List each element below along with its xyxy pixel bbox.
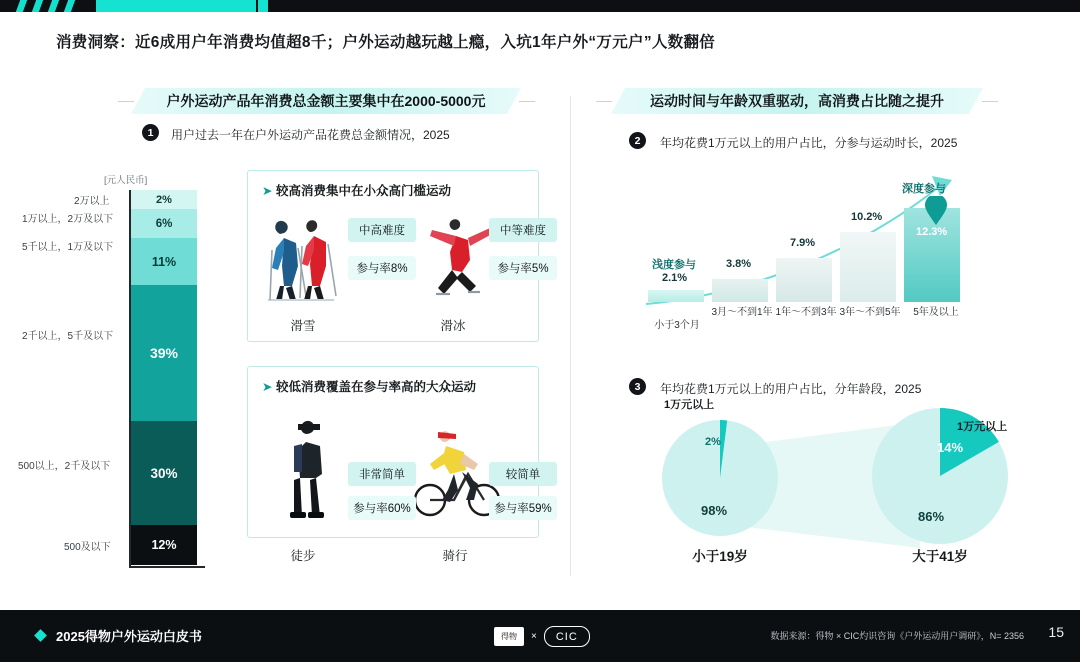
chart3-category-young: 小于19岁 <box>692 549 748 564</box>
deep-participation-marker-icon <box>924 196 948 226</box>
bar-segment-1: 2% <box>131 190 197 209</box>
chart1-x-axis <box>129 566 205 568</box>
ribbon-line-right <box>596 101 612 102</box>
chart2-cat-1: 小于3个月 <box>654 320 700 331</box>
accent-block <box>96 0 256 12</box>
chart2-cat-2: 3月～不到1年 <box>711 307 773 318</box>
chart3-legend-old: 1万元以上 <box>957 421 1008 433</box>
chart2-bar-2 <box>712 279 768 302</box>
chart1-cat-label-2: 1万以上，2万及以下 <box>22 214 114 225</box>
chart1-cat-label-1: 2万以上 <box>74 196 110 207</box>
label-shallow-participation: 浅度参与 <box>652 259 696 271</box>
chart3-legend-young: 1万元以上 <box>664 399 715 411</box>
low-consumption-text: 较低消费覆盖在参与率高的大众运动 <box>275 380 476 394</box>
chart2-value-1: 2.1% <box>662 272 688 284</box>
bar-segment-4: 39% <box>131 285 197 421</box>
sport-caption-bike: 骑行 <box>442 549 468 563</box>
bullet-number-1: 1 <box>142 124 159 141</box>
footer-diamond-icon <box>34 629 47 642</box>
logo-separator: × <box>531 631 537 642</box>
chart1-stacked-bar <box>131 190 197 565</box>
chart2-bar-1 <box>648 290 704 302</box>
chart1-cat-label-3: 5千以上，1万及以下 <box>22 242 114 253</box>
bar-segment-6: 12% <box>131 525 197 565</box>
high-consumption-heading: ➤ 较高消费集中在小众高门槛运动 <box>262 184 451 198</box>
difficulty-pill-skate: 中等难度 <box>489 218 557 242</box>
chart1-y-axis <box>129 190 131 567</box>
slash-2 <box>32 0 43 12</box>
footer-title: 2025得物户外运动白皮书 <box>56 629 202 644</box>
bullet-number-3: 3 <box>629 378 646 395</box>
top-decoration-bar <box>0 0 1080 12</box>
difficulty-pill-hike: 非常简单 <box>348 462 416 486</box>
chart1-subtitle: 用户过去一年在户外运动产品花费总金额情况，2025 <box>171 128 450 142</box>
sport-caption-skate: 滑冰 <box>440 319 466 333</box>
left-section-title: 户外运动产品年消费总金额主要集中在2000-5000元 <box>166 93 486 109</box>
chart2-value-3: 7.9% <box>790 237 816 249</box>
chart2-subtitle: 年均花费1万元以上的用户占比，分参与运动时长，2025 <box>660 136 958 150</box>
logo-dewu: 得物 <box>494 627 524 646</box>
page-title: 消费洞察：近6成用户年消费均值超8千；户外运动越玩越上瘾，入坑1年户外“万元户”人数翻倍 <box>56 34 716 51</box>
logo-cic: CIC <box>544 626 590 647</box>
chart1-cat-label-4: 2千以上，5千及以下 <box>22 331 114 342</box>
chart1-cat-label-5: 500以上，2千及以下 <box>18 461 111 472</box>
slash-4 <box>64 0 75 12</box>
chart2-value-5: 12.3% <box>916 226 948 238</box>
chart2-bar-4 <box>840 232 896 302</box>
right-section-ribbon <box>611 88 983 114</box>
slash-1 <box>16 0 27 12</box>
high-consumption-text: 较高消费集中在小众高门槛运动 <box>275 184 451 198</box>
bar-segment-2: 6% <box>131 209 197 238</box>
sport-caption-hike: 徒步 <box>290 549 316 563</box>
sport-caption-ski: 滑雪 <box>290 319 316 333</box>
chart3-value-old-high: 14% <box>937 440 964 455</box>
ribbon-line-left <box>118 101 134 102</box>
page-number: 15 <box>1048 624 1064 640</box>
chart2-cat-4: 3年～不到5年 <box>839 307 901 318</box>
skating-illustration <box>410 208 500 303</box>
chart2-bar-3 <box>776 258 832 302</box>
panel-divider <box>570 96 571 576</box>
right-section-title: 运动时间与年龄双重驱动，高消费占比随之提升 <box>650 93 944 109</box>
chart1-unit-label: [元人民币] <box>104 175 148 186</box>
label-deep-participation: 深度参与 <box>902 183 946 195</box>
chart3-value-old-other: 86% <box>918 509 945 524</box>
accent-block-small <box>258 0 268 12</box>
chart2-cat-5: 5年及以上 <box>913 307 959 318</box>
chart2-cat-3: 1年～不到3年 <box>775 307 837 318</box>
left-section-ribbon <box>131 88 521 114</box>
chart3-category-old: 大于41岁 <box>912 549 968 564</box>
ribbon-line-left-2 <box>519 101 535 102</box>
chart3-value-young-high: 2% <box>705 436 721 448</box>
bar-segment-3: 11% <box>131 238 197 285</box>
chart3-value-young-other: 98% <box>701 503 728 518</box>
chart3-subtitle: 年均花费1万元以上的用户占比，分年龄段，2025 <box>660 382 922 396</box>
footer-source: 数据来源：得物 × CIC灼识咨询《户外运动用户调研》，N= 2356 <box>770 631 1024 641</box>
chart2-value-2: 3.8% <box>726 258 752 270</box>
bar-segment-5: 30% <box>131 421 197 525</box>
footer-logos <box>494 626 590 647</box>
chart2-value-4: 10.2% <box>851 211 883 223</box>
rate-pill-skate: 参与率5% <box>489 256 557 280</box>
slash-3 <box>48 0 59 12</box>
difficulty-pill-ski: 中高难度 <box>348 218 416 242</box>
rate-pill-bike: 参与率59% <box>489 496 557 520</box>
difficulty-pill-bike: 较简单 <box>489 462 557 486</box>
rate-pill-hike: 参与率60% <box>348 496 416 520</box>
footer <box>0 610 1080 662</box>
rate-pill-ski: 参与率8% <box>348 256 416 280</box>
skiing-illustration <box>262 208 352 303</box>
low-consumption-heading: ➤ 较低消费覆盖在参与率高的大众运动 <box>262 380 476 394</box>
bullet-number-2: 2 <box>629 132 646 149</box>
ribbon-line-right-2 <box>982 101 998 102</box>
hiking-illustration <box>276 420 346 520</box>
chart1-cat-label-6: 500及以下 <box>64 542 111 553</box>
